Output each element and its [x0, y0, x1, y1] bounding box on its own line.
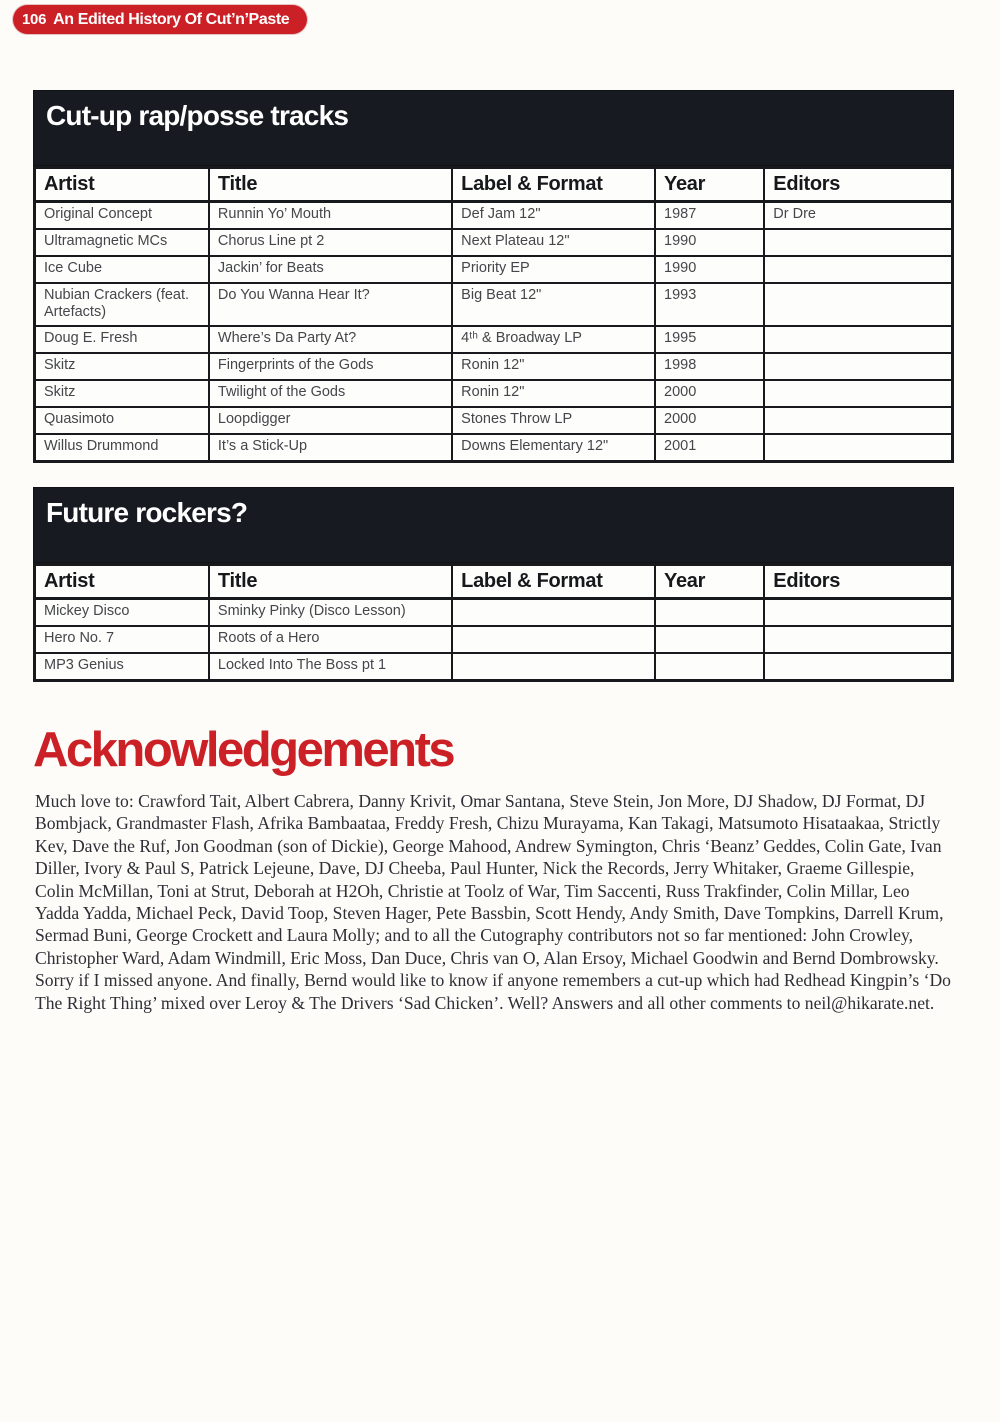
cell-artist: Nubian Crackers (feat. Artefacts) [35, 283, 209, 326]
cell-editors [764, 256, 952, 283]
cell-year [655, 599, 764, 627]
cell-year: 1987 [655, 202, 764, 230]
table-header-row [35, 168, 953, 202]
column-header-title: Title [209, 565, 452, 599]
cell-label-format: Big Beat 12" [452, 283, 655, 326]
cell-label-format: Downs Elementary 12" [452, 434, 655, 462]
cell-title: Sminky Pinky (Disco Lesson) [209, 599, 452, 627]
cell-editors [764, 653, 952, 681]
cell-year: 1990 [655, 256, 764, 283]
cell-label-format [452, 626, 655, 653]
cell-title: It’s a Stick-Up [209, 434, 452, 462]
cell-label-format [452, 653, 655, 681]
table-row [35, 202, 953, 230]
column-header-artist: Artist [35, 565, 209, 599]
cell-label-format: Stones Throw LP [452, 407, 655, 434]
cell-artist: Skitz [35, 353, 209, 380]
cell-title: Chorus Line pt 2 [209, 229, 452, 256]
table-row [35, 229, 953, 256]
page-header-badge [13, 5, 307, 34]
column-header-title: Title [209, 168, 452, 202]
cell-year [655, 626, 764, 653]
cell-artist: Ultramagnetic MCs [35, 229, 209, 256]
future-rockers-titlebar [33, 487, 954, 563]
cell-artist: Hero No. 7 [35, 626, 209, 653]
table-row [35, 326, 953, 353]
cell-label-format: Next Plateau 12" [452, 229, 655, 256]
column-header-editors: Editors [764, 168, 952, 202]
table-row [35, 407, 953, 434]
cell-artist: Skitz [35, 380, 209, 407]
table-header-row [35, 565, 953, 599]
table-row [35, 283, 953, 326]
cell-title: Twilight of the Gods [209, 380, 452, 407]
cell-label-format: 4ᵗʰ & Broadway LP [452, 326, 655, 353]
cell-artist: Quasimoto [35, 407, 209, 434]
cell-editors [764, 434, 952, 462]
cell-title: Locked Into The Boss pt 1 [209, 653, 452, 681]
cell-editors: Dr Dre [764, 202, 952, 230]
cell-editors [764, 283, 952, 326]
acknowledgements-paragraph: Much love to: Crawford Tait, Albert Cabrera, Danny Krivit, Omar Santana, Steve Stein, Jon More, DJ Shadow, DJ Format, DJ Bombjack, Grandmaster Flash, Afrika Bambaataa, Freddy Fresh, Chizu Murayama, Kan Takagi, Matsumoto Hisataakaa, Strictly Kev, Dave the Ruf, Jon Goodman (son of Dickie), George Mahood, Andrew Symington, Chris ‘Beanz’ Geddes, Colin Gate, Ivan Diller, Ivory & Paul S, Patrick Lejeune, Dave, DJ Cheeba, Paul Hunter, Nick the Records, Jerry Whitaker, Graeme Gillespie, Colin McMillan, Toni at Strut, Deborah at H2Oh, Christie at Toolz of War, Tim Saccenti, Russ Trakfinder, Colin Millar, Leo Yadda Yadda, Michael Peck, David Toop, Steven Hager, Pete Bassbin, Scott Hendy, Andy Smith, Dave Tompkins, Darrell Krum, Sermad Buni, George Crockett and Laura Molly; and to all the Cutography contributors not so far mentioned: John Crowley, Christopher Ward, Adam Windmill, Eric Moss, Dan Duce, Chris van O, Alan Ersoy, Michael Goodwin and Bernd Dombrowsky. Sorry if I missed anyone. And finally, Bernd would like to know if anyone remembers a cut-up which had Redhead Kingpin’s ‘Do The Right Thing’ mixed over Leroy & The Drivers ‘Sad Chicken’. Well? Answers and all other comments to neil@hikarate.net. [35, 791, 951, 1013]
cell-editors [764, 353, 952, 380]
cell-year: 2000 [655, 380, 764, 407]
cell-artist: Willus Drummond [35, 434, 209, 462]
cell-label-format: Ronin 12" [452, 380, 655, 407]
cell-title: Loopdigger [209, 407, 452, 434]
column-header-artist: Artist [35, 168, 209, 202]
cell-year: 2001 [655, 434, 764, 462]
cutup-tracks-table [33, 166, 954, 463]
cell-editors [764, 326, 952, 353]
cell-label-format: Def Jam 12" [452, 202, 655, 230]
cell-year: 2000 [655, 407, 764, 434]
page-header-title: An Edited History Of Cut’n’Paste [53, 10, 290, 28]
column-header-label-format: Label & Format [452, 565, 655, 599]
table-row [35, 626, 953, 653]
table-row [35, 353, 953, 380]
future-rockers-table [33, 563, 954, 682]
table-row [35, 380, 953, 407]
cell-editors [764, 599, 952, 627]
cell-year: 1998 [655, 353, 764, 380]
cell-artist: Doug E. Fresh [35, 326, 209, 353]
cutup-tracks-section [33, 90, 954, 463]
column-header-year: Year [655, 565, 764, 599]
page-number: 106 [22, 11, 47, 28]
cutup-tracks-title: Cut-up rap/posse tracks [46, 100, 349, 131]
cell-artist: Original Concept [35, 202, 209, 230]
table-row [35, 256, 953, 283]
cell-year [655, 653, 764, 681]
table-row [35, 599, 953, 627]
column-header-year: Year [655, 168, 764, 202]
cell-year: 1993 [655, 283, 764, 326]
cell-artist: MP3 Genius [35, 653, 209, 681]
acknowledgements-heading: Acknowledgements [33, 723, 454, 777]
cell-year: 1990 [655, 229, 764, 256]
cell-label-format [452, 599, 655, 627]
cell-title: Fingerprints of the Gods [209, 353, 452, 380]
cell-editors [764, 380, 952, 407]
cell-editors [764, 229, 952, 256]
cell-title: Jackin’ for Beats [209, 256, 452, 283]
cell-artist: Ice Cube [35, 256, 209, 283]
table-row [35, 434, 953, 462]
cell-artist: Mickey Disco [35, 599, 209, 627]
cell-year: 1995 [655, 326, 764, 353]
cell-editors [764, 407, 952, 434]
cell-title: Roots of a Hero [209, 626, 452, 653]
cell-title: Where’s Da Party At? [209, 326, 452, 353]
cell-title: Runnin Yo’ Mouth [209, 202, 452, 230]
column-header-editors: Editors [764, 565, 952, 599]
cell-editors [764, 626, 952, 653]
cell-label-format: Ronin 12" [452, 353, 655, 380]
table-row [35, 653, 953, 681]
cutup-tracks-titlebar [33, 90, 954, 166]
future-rockers-title: Future rockers? [46, 497, 248, 528]
column-header-label-format: Label & Format [452, 168, 655, 202]
future-rockers-section [33, 487, 954, 682]
cell-title: Do You Wanna Hear It? [209, 283, 452, 326]
cell-label-format: Priority EP [452, 256, 655, 283]
